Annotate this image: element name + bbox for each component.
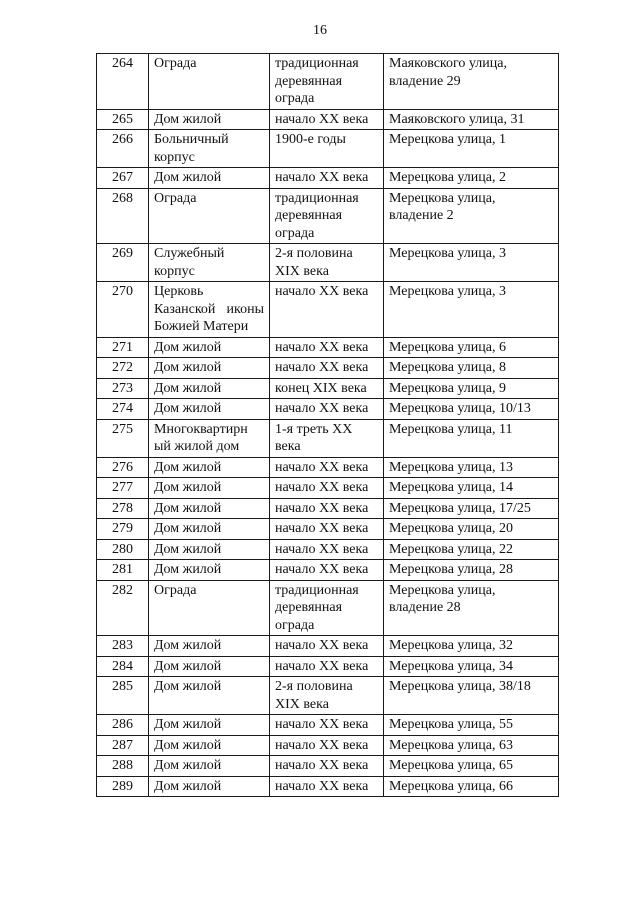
- object-address: Мерецкова улица, 65: [384, 756, 559, 777]
- object-date: начало XX века: [270, 282, 384, 338]
- object-number: 274: [97, 399, 149, 420]
- object-name: Дом жилой: [149, 498, 270, 519]
- object-address: Мерецкова улица, 20: [384, 519, 559, 540]
- object-date: начало XX века: [270, 756, 384, 777]
- object-address: Мерецкова улица, 11: [384, 419, 559, 457]
- object-date: традиционная деревянная ограда: [270, 188, 384, 244]
- object-number: 276: [97, 457, 149, 478]
- object-name: Дом жилой: [149, 378, 270, 399]
- object-number: 285: [97, 677, 149, 715]
- object-date: традиционная деревянная ограда: [270, 54, 384, 110]
- table-row: [97, 168, 559, 189]
- object-address: Мерецкова улица, владение 28: [384, 580, 559, 636]
- table-row: [97, 188, 559, 244]
- object-address: Мерецкова улица, 9: [384, 378, 559, 399]
- object-number: 278: [97, 498, 149, 519]
- table-row: [97, 419, 559, 457]
- object-number: 289: [97, 776, 149, 797]
- object-number: 271: [97, 337, 149, 358]
- object-date: 1900-е годы: [270, 130, 384, 168]
- object-date: начало XX века: [270, 478, 384, 499]
- object-number: 272: [97, 358, 149, 379]
- object-date: начало XX века: [270, 399, 384, 420]
- table-row: [97, 358, 559, 379]
- object-address: Мерецкова улица, 38/18: [384, 677, 559, 715]
- object-address: Мерецкова улица, 22: [384, 539, 559, 560]
- object-number: 266: [97, 130, 149, 168]
- object-name: Дом жилой: [149, 358, 270, 379]
- object-number: 284: [97, 656, 149, 677]
- table-row: [97, 109, 559, 130]
- object-number: 273: [97, 378, 149, 399]
- object-date: традиционная деревянная ограда: [270, 580, 384, 636]
- object-number: 279: [97, 519, 149, 540]
- table-row: [97, 282, 559, 338]
- object-date: начало XX века: [270, 776, 384, 797]
- object-number: 280: [97, 539, 149, 560]
- object-date: начало XX века: [270, 539, 384, 560]
- object-address: Мерецкова улица, 3: [384, 282, 559, 338]
- object-date: начало XX века: [270, 498, 384, 519]
- table-body: [97, 54, 559, 797]
- object-address: Мерецкова улица, 1: [384, 130, 559, 168]
- object-number: 286: [97, 715, 149, 736]
- table-row: [97, 399, 559, 420]
- object-name: Дом жилой: [149, 636, 270, 657]
- object-name: Дом жилой: [149, 756, 270, 777]
- object-number: 267: [97, 168, 149, 189]
- object-date: начало XX века: [270, 715, 384, 736]
- table-row: [97, 756, 559, 777]
- object-number: 265: [97, 109, 149, 130]
- object-address: Мерецкова улица, 3: [384, 244, 559, 282]
- object-name: Многоквартирн ый жилой дом: [149, 419, 270, 457]
- object-name: Дом жилой: [149, 478, 270, 499]
- heritage-objects-table: [96, 53, 559, 797]
- table-row: [97, 130, 559, 168]
- object-name: Дом жилой: [149, 109, 270, 130]
- object-address: Маяковского улица, владение 29: [384, 54, 559, 110]
- page-number: 16: [313, 23, 327, 38]
- object-name: Дом жилой: [149, 560, 270, 581]
- object-address: Мерецкова улица, 14: [384, 478, 559, 499]
- object-name: Ограда: [149, 580, 270, 636]
- object-name: Дом жилой: [149, 776, 270, 797]
- object-date: 1-я треть XX века: [270, 419, 384, 457]
- object-date: 2-я половина XIX века: [270, 244, 384, 282]
- object-date: начало XX века: [270, 457, 384, 478]
- table-row: [97, 378, 559, 399]
- table-row: [97, 636, 559, 657]
- object-number: 270: [97, 282, 149, 338]
- object-name: Дом жилой: [149, 519, 270, 540]
- table-row: [97, 776, 559, 797]
- table-row: [97, 337, 559, 358]
- object-address: Мерецкова улица, 8: [384, 358, 559, 379]
- object-number: 282: [97, 580, 149, 636]
- object-name: Церковь Казанской иконы Божией Матери: [149, 282, 270, 338]
- object-date: начало XX века: [270, 337, 384, 358]
- object-date: 2-я половина XIX века: [270, 677, 384, 715]
- object-address: Мерецкова улица, 55: [384, 715, 559, 736]
- object-name: Ограда: [149, 188, 270, 244]
- object-address: Мерецкова улица, 6: [384, 337, 559, 358]
- object-name: Дом жилой: [149, 337, 270, 358]
- table-row: [97, 457, 559, 478]
- object-address: Маяковского улица, 31: [384, 109, 559, 130]
- object-date: начало XX века: [270, 519, 384, 540]
- table-row: [97, 715, 559, 736]
- table-row: [97, 735, 559, 756]
- object-date: начало XX века: [270, 109, 384, 130]
- object-name: Больничный корпус: [149, 130, 270, 168]
- object-address: Мерецкова улица, 63: [384, 735, 559, 756]
- object-number: 277: [97, 478, 149, 499]
- object-address: Мерецкова улица, 10/13: [384, 399, 559, 420]
- object-name: Дом жилой: [149, 539, 270, 560]
- object-name: Дом жилой: [149, 399, 270, 420]
- table-row: [97, 244, 559, 282]
- table-row: [97, 677, 559, 715]
- object-address: Мерецкова улица, 2: [384, 168, 559, 189]
- object-date: начало XX века: [270, 168, 384, 189]
- object-number: 288: [97, 756, 149, 777]
- table-row: [97, 656, 559, 677]
- object-address: Мерецкова улица, 32: [384, 636, 559, 657]
- object-address: Мерецкова улица, 34: [384, 656, 559, 677]
- table-row: [97, 539, 559, 560]
- object-date: начало XX века: [270, 656, 384, 677]
- object-address: Мерецкова улица, 66: [384, 776, 559, 797]
- object-number: 275: [97, 419, 149, 457]
- table-row: [97, 54, 559, 110]
- table-row: [97, 519, 559, 540]
- object-address: Мерецкова улица, 28: [384, 560, 559, 581]
- object-name: Служебный корпус: [149, 244, 270, 282]
- table-row: [97, 580, 559, 636]
- object-name: Дом жилой: [149, 168, 270, 189]
- object-name: Дом жилой: [149, 715, 270, 736]
- object-date: конец XIX века: [270, 378, 384, 399]
- object-number: 269: [97, 244, 149, 282]
- table-row: [97, 478, 559, 499]
- object-name: Дом жилой: [149, 656, 270, 677]
- object-name: Ограда: [149, 54, 270, 110]
- object-date: начало XX века: [270, 560, 384, 581]
- object-number: 281: [97, 560, 149, 581]
- object-number: 287: [97, 735, 149, 756]
- object-number: 268: [97, 188, 149, 244]
- object-address: Мерецкова улица, 13: [384, 457, 559, 478]
- object-name: Дом жилой: [149, 457, 270, 478]
- table-row: [97, 498, 559, 519]
- object-date: начало XX века: [270, 636, 384, 657]
- object-number: 283: [97, 636, 149, 657]
- object-address: Мерецкова улица, 17/25: [384, 498, 559, 519]
- object-name: Дом жилой: [149, 677, 270, 715]
- object-number: 264: [97, 54, 149, 110]
- object-address: Мерецкова улица, владение 2: [384, 188, 559, 244]
- table-row: [97, 560, 559, 581]
- object-name: Дом жилой: [149, 735, 270, 756]
- object-date: начало XX века: [270, 735, 384, 756]
- object-date: начало XX века: [270, 358, 384, 379]
